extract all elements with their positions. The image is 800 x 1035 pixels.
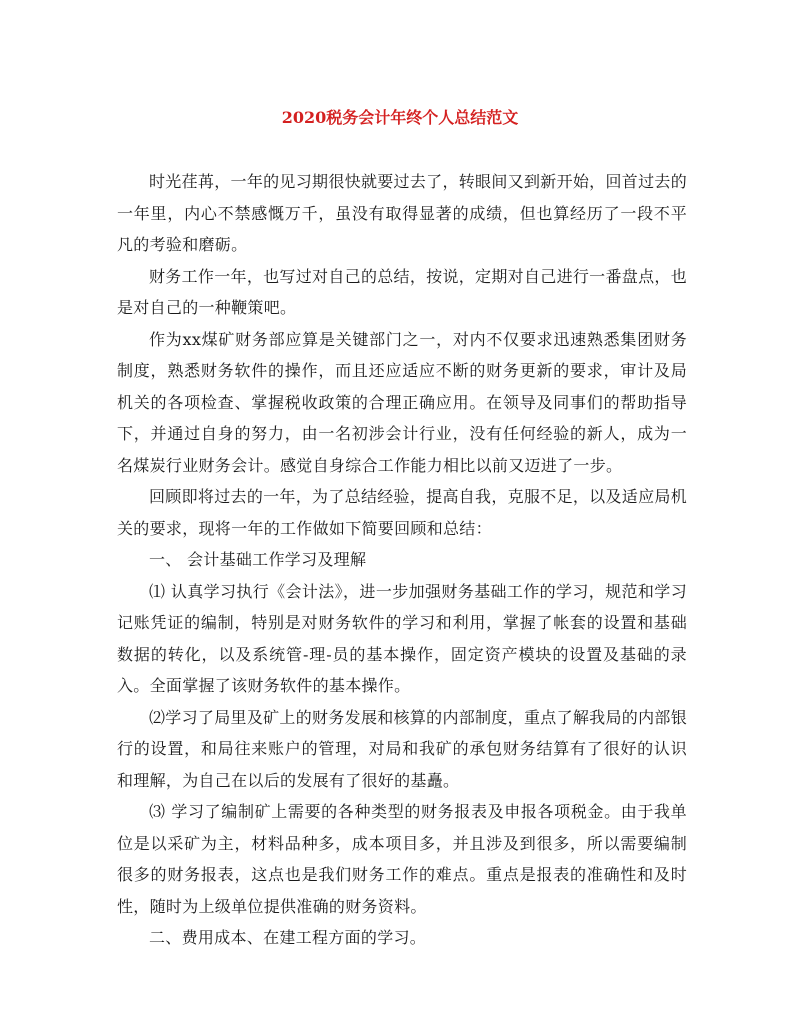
document-body [117, 166, 687, 954]
paragraph-item-2: ⑵学习了局里及矿上的财务发展和核算的内部制度，重点了解我局的内部银行的设置，和局往来账户的管理，对局和我矿的承包财务结算有了很好的认识和理解，为自己在以后的发展有了很好的基矗。 [117, 707, 687, 790]
paragraph-intro: 时光荏苒，一年的见习期很快就要过去了，转眼间又到新开始，回首过去的一年里，内心不禁感慨万千，虽没有取得显著的成绩，但也算经历了一段不平凡的考验和磨砺。 [117, 172, 687, 254]
paragraph-item-3: ⑶ 学习了编制矿上需要的各种类型的财务报表及申报各项税金。由于我单位是以采矿为主，材料品种多，成本项目多，并且涉及到很多，所以需要编制很多的财务报表，这点也是我们财务工作的难点。重点是报表的准确性和及时性，随时为上级单位提供准确的财务资料。 [117, 802, 687, 916]
section-heading-accounting-basics: 一、 会计基础工作学习及理解 [149, 550, 367, 569]
section-heading-cost-construction: 二、费用成本、在建工程方面的学习。 [149, 928, 427, 947]
paragraph-department-role: 作为xx煤矿财务部应算是关键部门之一，对内不仅要求迅速熟悉集团财务制度，熟悉财务软件的操作，而且还应适应不断的财务更新的要求，审计及局机关的各项检查、掌握税收政策的合理正确应用。在领导及同事们的帮助指导下，并通过自身的努力，由一名初涉会计行业，没有任何经验的新人，成为一名煤炭行业财务会计。感觉自身综合工作能力相比以前又迈进了一步。 [117, 329, 687, 475]
paragraph-summary-intro: 回顾即将过去的一年，为了总结经验，提高自我，克服不足，以及适应局机关的要求，现将一年的工作做如下简要回顾和总结： [117, 487, 687, 538]
paragraph-self-review: 财务工作一年，也写过对自己的总结，按说，定期对自己进行一番盘点，也是对自己的一种鞭策吧。 [117, 266, 687, 317]
paragraph-item-1: ⑴ 认真学习执行《会计法》，进一步加强财务基础工作的学习，规范和学习记账凭证的编制，特别是对财务软件的学习和利用，掌握了帐套的设置和基础数据的转化，以及系统管-理-员的基本操作，固定资产模块的设置及基础的录入。全面掌握了该财务软件的基本操作。 [117, 581, 687, 695]
document-title: 2020税务会计年终个人总结范文 [281, 108, 519, 127]
